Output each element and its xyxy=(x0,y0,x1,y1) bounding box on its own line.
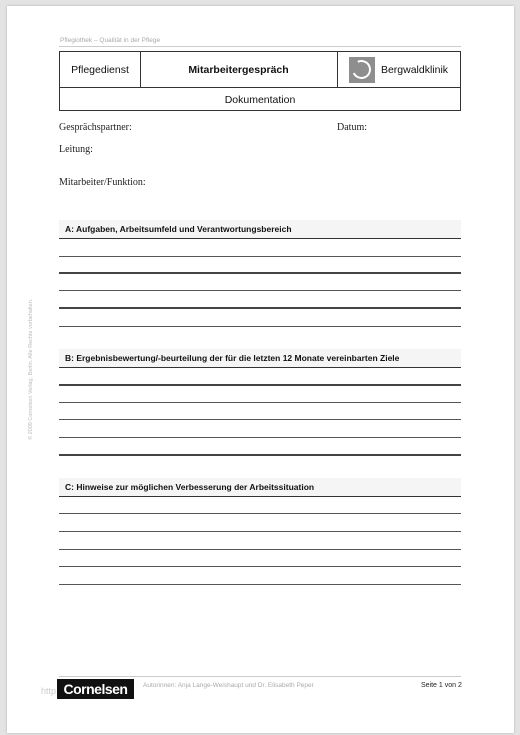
section-a-header xyxy=(59,220,461,239)
section-b-header xyxy=(59,349,461,368)
lead-label: Leitung: xyxy=(59,144,93,155)
info-box xyxy=(59,51,461,111)
writing-line[interactable] xyxy=(59,437,461,438)
writing-line[interactable] xyxy=(59,326,461,327)
section-c-title: C: Hinweise zur möglichen Verbesserung der Arbeitssituation xyxy=(65,482,315,492)
series-header: Pflegiothek – Qualität in der Pflege xyxy=(60,37,161,44)
clinic-cell xyxy=(337,52,460,87)
writing-line[interactable] xyxy=(59,454,461,456)
copyright-note: © 2009 Cornelsen Verlag, Berlin. Alle Rechte vorbehalten. xyxy=(28,298,34,440)
section-b-title: B: Ergebnisbewertung/-beurteilung der für die letzten 12 Monate vereinbarten Ziele xyxy=(65,353,400,363)
document-page xyxy=(7,6,514,733)
footer-rule xyxy=(59,676,461,677)
header-rule xyxy=(59,46,461,47)
section-a-title: A: Aufgaben, Arbeitsumfeld und Verantwortungsbereich xyxy=(65,224,292,234)
writing-line[interactable] xyxy=(59,256,461,257)
authors-text: Autorinnen: Anja Lange-Weishaupt und Dr. Elisabeth Peper xyxy=(143,682,314,689)
writing-line[interactable] xyxy=(59,384,461,386)
department-cell: Pflegedienst xyxy=(60,52,141,87)
publisher-logo: Cornelsen xyxy=(57,679,134,699)
date-label: Datum: xyxy=(337,122,367,133)
partner-label: Gesprächspartner: xyxy=(59,122,132,133)
writing-line[interactable] xyxy=(59,272,461,274)
writing-line[interactable] xyxy=(59,566,461,567)
section-c-header xyxy=(59,478,461,497)
form-title: Mitarbeitergespräch xyxy=(140,52,338,87)
writing-line[interactable] xyxy=(59,531,461,532)
http-text: http xyxy=(41,686,57,696)
form-subtitle: Dokumentation xyxy=(60,87,460,111)
writing-line[interactable] xyxy=(59,419,461,420)
writing-line[interactable] xyxy=(59,584,461,585)
clinic-name: Bergwaldklinik xyxy=(380,63,449,76)
writing-line[interactable] xyxy=(59,402,461,403)
writing-line[interactable] xyxy=(59,549,461,550)
employee-label: Mitarbeiter/Funktion: xyxy=(59,177,146,188)
clinic-logo-icon xyxy=(349,57,375,83)
writing-line[interactable] xyxy=(59,290,461,291)
writing-line[interactable] xyxy=(59,513,461,514)
writing-line[interactable] xyxy=(59,307,461,309)
page-number: Seite 1 von 2 xyxy=(421,682,462,689)
